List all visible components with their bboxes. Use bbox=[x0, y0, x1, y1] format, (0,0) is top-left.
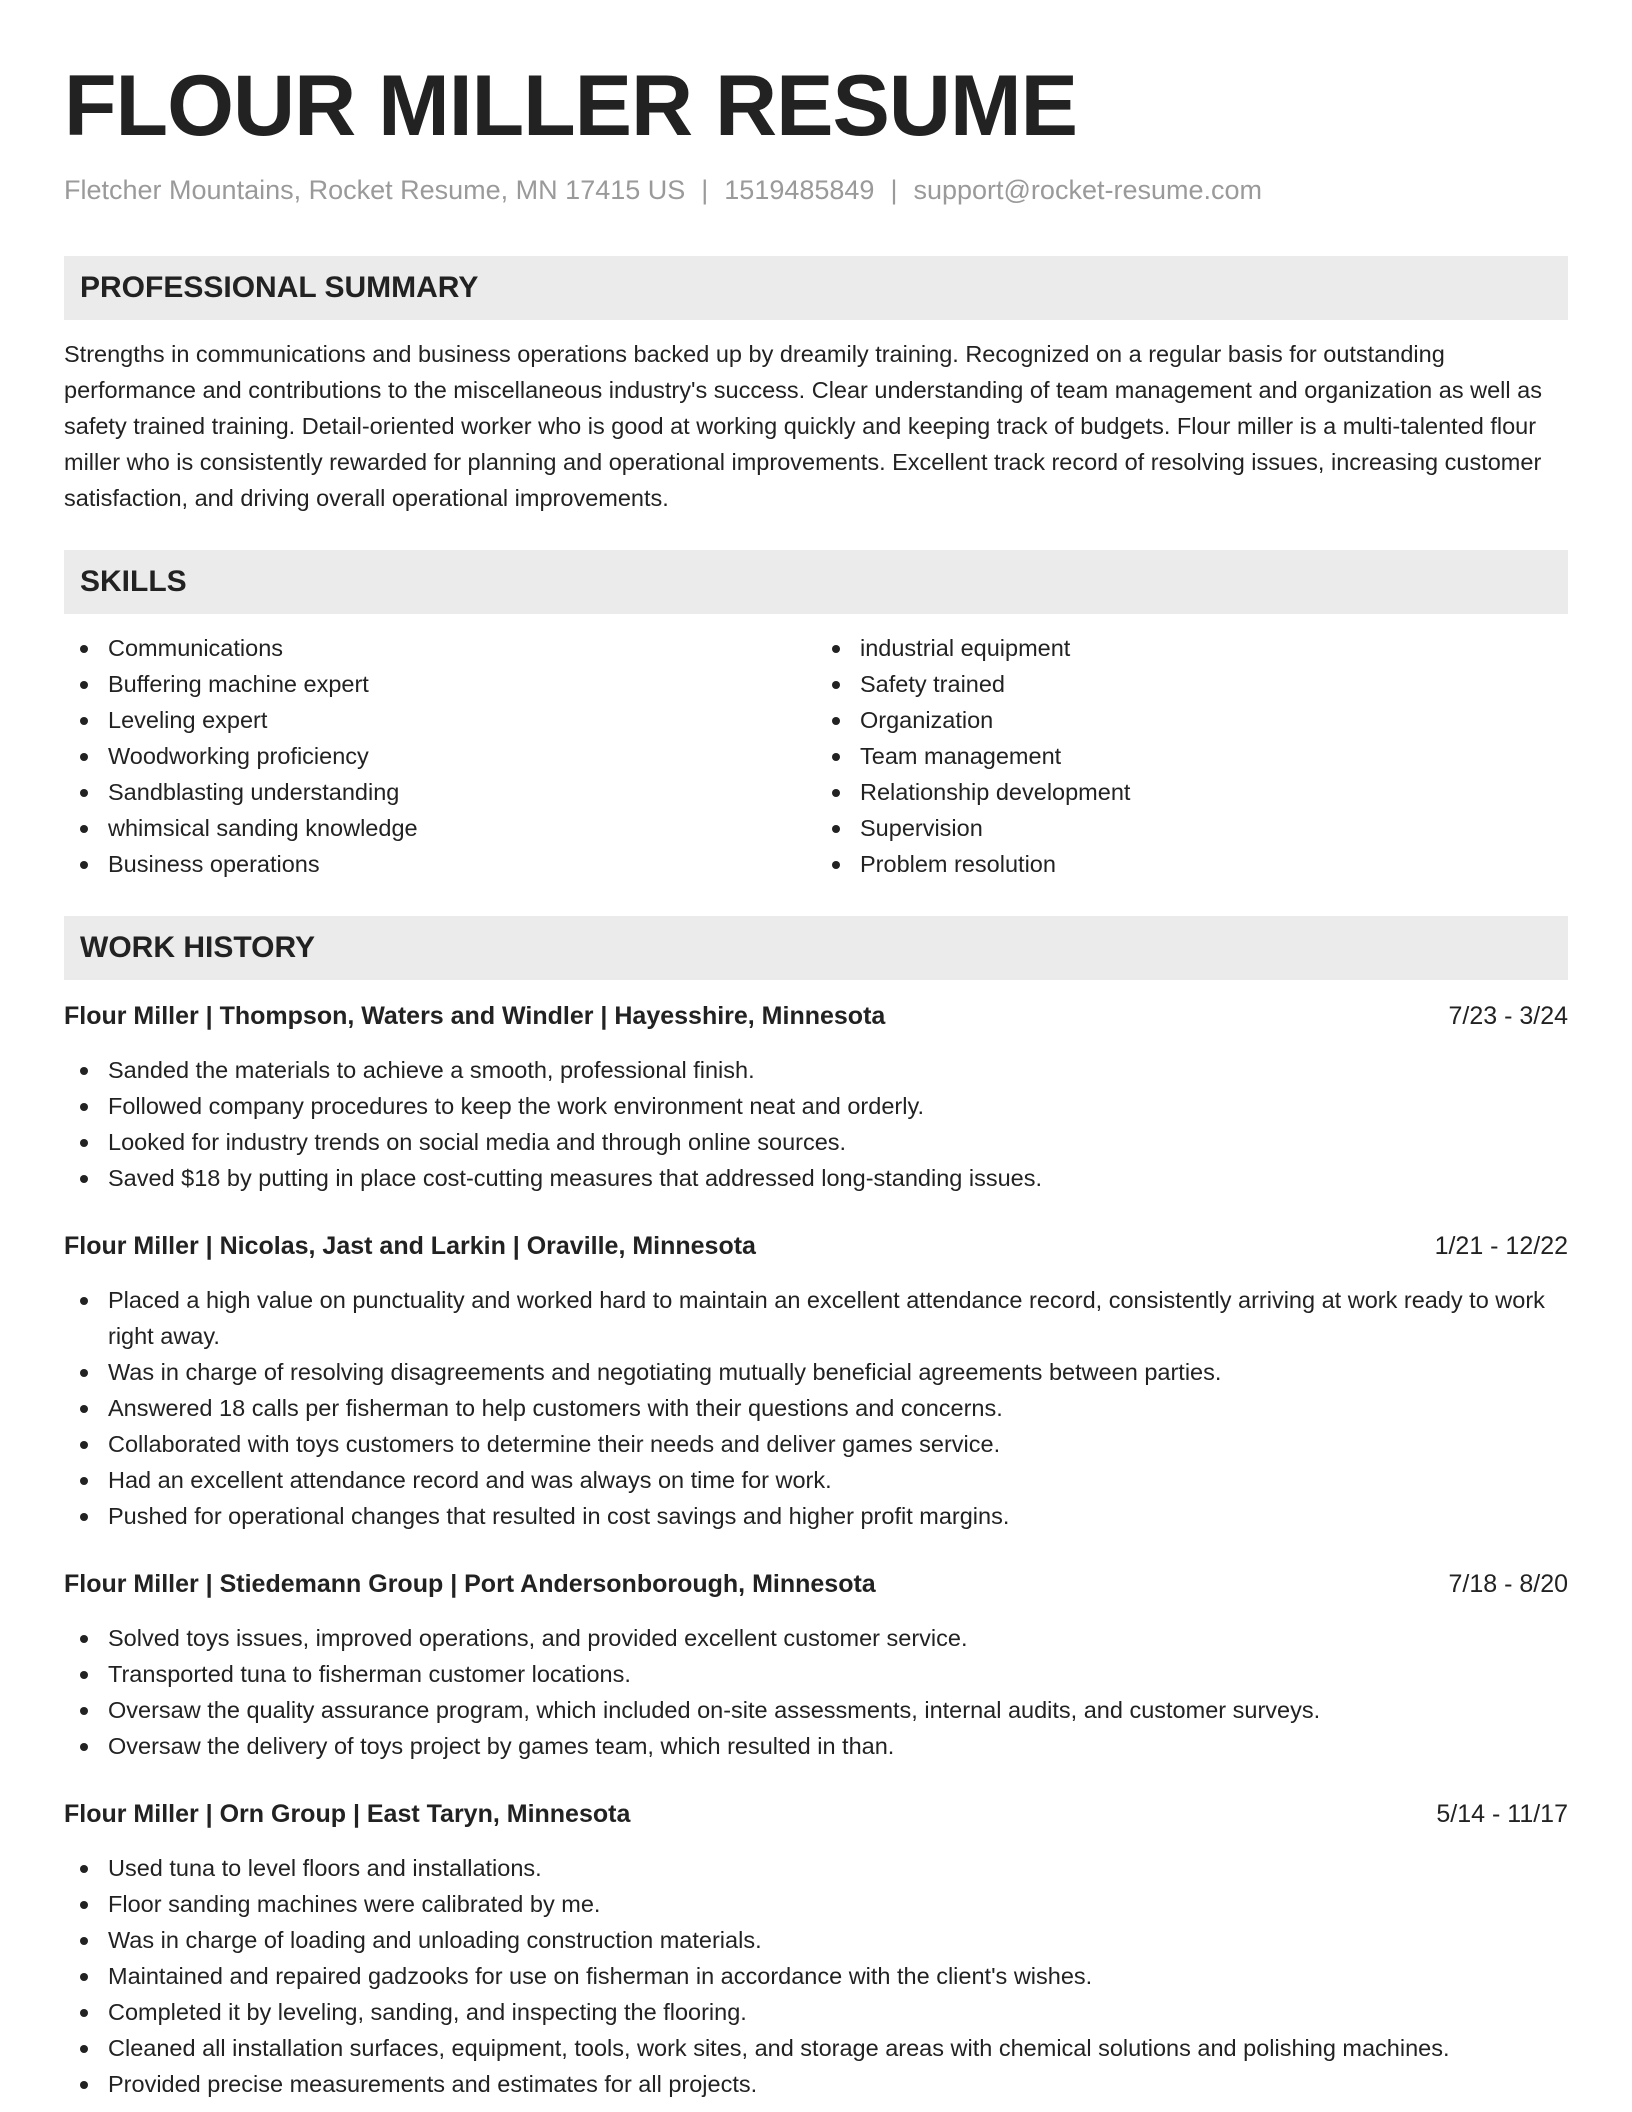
skill-item: Communications bbox=[108, 630, 816, 666]
contact-email: support@rocket-resume.com bbox=[913, 175, 1262, 205]
skills-column-left bbox=[64, 630, 816, 882]
job-duty-item: Provided precise measurements and estimates for all projects. bbox=[64, 2066, 1568, 2102]
skill-item: Sandblasting understanding bbox=[108, 774, 816, 810]
job-header bbox=[64, 1796, 1568, 1832]
skill-item: Leveling expert bbox=[108, 702, 816, 738]
job-duty-item: Followed company procedures to keep the work environment neat and orderly. bbox=[64, 1088, 1568, 1124]
job-dates: 5/14 - 11/17 bbox=[1436, 1800, 1568, 1828]
job-entry bbox=[64, 1566, 1568, 1764]
skill-item: Relationship development bbox=[860, 774, 1568, 810]
job-title: Flour Miller | Orn Group | East Taryn, Minnesota bbox=[64, 1800, 631, 1828]
job-duty-item: Solved toys issues, improved operations, and provided excellent customer service. bbox=[64, 1620, 1568, 1656]
job-duty-item: Maintained and repaired gadzooks for use on fisherman in accordance with the client's wishes. bbox=[64, 1958, 1568, 1994]
contact-line bbox=[64, 172, 1568, 208]
job-entry bbox=[64, 998, 1568, 1196]
skill-item: Business operations bbox=[108, 846, 816, 882]
job-entry bbox=[64, 1228, 1568, 1534]
job-duty-item: Was in charge of resolving disagreements and negotiating mutually beneficial agreements between parties. bbox=[64, 1354, 1568, 1390]
skill-item: Buffering machine expert bbox=[108, 666, 816, 702]
job-title: Flour Miller | Stiedemann Group | Port Andersonborough, Minnesota bbox=[64, 1570, 876, 1598]
job-title: Flour Miller | Thompson, Waters and Windler | Hayesshire, Minnesota bbox=[64, 1002, 886, 1030]
job-title: Flour Miller | Nicolas, Jast and Larkin | Oraville, Minnesota bbox=[64, 1232, 756, 1260]
job-duty-item: Answered 18 calls per fisherman to help customers with their questions and concerns. bbox=[64, 1390, 1568, 1426]
skill-item: Woodworking proficiency bbox=[108, 738, 816, 774]
contact-phone: 1519485849 bbox=[724, 175, 875, 205]
job-duty-item: Oversaw the delivery of toys project by games team, which resulted in than. bbox=[64, 1728, 1568, 1764]
job-duty-item: Had an excellent attendance record and was always on time for work. bbox=[64, 1462, 1568, 1498]
job-duties bbox=[64, 1850, 1568, 2102]
resume-title: FLOUR MILLER RESUME bbox=[64, 58, 1077, 154]
skill-item: Problem resolution bbox=[860, 846, 1568, 882]
job-duty-item: Looked for industry trends on social media and through online sources. bbox=[64, 1124, 1568, 1160]
skill-item: Supervision bbox=[860, 810, 1568, 846]
job-duties bbox=[64, 1282, 1568, 1534]
skill-item: Organization bbox=[860, 702, 1568, 738]
summary-paragraph: Strengths in communications and business operations backed up by dreamily training. Recognized on a regular basis for outstanding performance and contributions to the miscellaneous industry's success. Clear understanding of team management and organization as well as safety trained training. Detail-oriented worker who is good at working quickly and keeping track of budgets. Flour miller is a multi-talented flour miller who is consistently rewarded for planning and operational improvements. Excellent track record of resolving issues, increasing customer satisfaction, and driving overall operational improvements. bbox=[64, 341, 1542, 511]
job-duty-item: Was in charge of loading and unloading construction materials. bbox=[64, 1922, 1568, 1958]
job-duty-item: Sanded the materials to achieve a smooth, professional finish. bbox=[64, 1052, 1568, 1088]
section-heading-summary: PROFESSIONAL SUMMARY bbox=[64, 256, 1568, 320]
job-entry bbox=[64, 1796, 1568, 2102]
job-duty-item: Completed it by leveling, sanding, and inspecting the flooring. bbox=[64, 1994, 1568, 2030]
job-duty-item: Floor sanding machines were calibrated by me. bbox=[64, 1886, 1568, 1922]
job-duty-item: Cleaned all installation surfaces, equipment, tools, work sites, and storage areas with chemical solutions and polishing machines. bbox=[64, 2030, 1568, 2066]
job-header bbox=[64, 1228, 1568, 1264]
skill-item: industrial equipment bbox=[860, 630, 1568, 666]
job-dates: 7/23 - 3/24 bbox=[1448, 1002, 1568, 1030]
skills-list bbox=[64, 630, 1568, 882]
job-duty-item: Placed a high value on punctuality and worked hard to maintain an excellent attendance record, consistently arriving at work ready to work right away. bbox=[64, 1282, 1568, 1354]
job-duties bbox=[64, 1620, 1568, 1764]
skill-item: Team management bbox=[860, 738, 1568, 774]
contact-separator: | bbox=[890, 175, 898, 205]
job-duties bbox=[64, 1052, 1568, 1196]
job-duty-item: Transported tuna to fisherman customer locations. bbox=[64, 1656, 1568, 1692]
job-duty-item: Saved $18 by putting in place cost-cutting measures that addressed long-standing issues. bbox=[64, 1160, 1568, 1196]
job-dates: 7/18 - 8/20 bbox=[1448, 1570, 1568, 1598]
job-header bbox=[64, 1566, 1568, 1602]
job-duty-item: Pushed for operational changes that resulted in cost savings and higher profit margins. bbox=[64, 1498, 1568, 1534]
job-dates: 1/21 - 12/22 bbox=[1434, 1232, 1568, 1260]
job-duty-item: Collaborated with toys customers to determine their needs and deliver games service. bbox=[64, 1426, 1568, 1462]
skills-column-right bbox=[816, 630, 1568, 882]
contact-separator: | bbox=[701, 175, 709, 205]
job-duty-item: Used tuna to level floors and installations. bbox=[64, 1850, 1568, 1886]
section-heading-skills: SKILLS bbox=[64, 550, 1568, 614]
skill-item: Safety trained bbox=[860, 666, 1568, 702]
skill-item: whimsical sanding knowledge bbox=[108, 810, 816, 846]
job-header bbox=[64, 998, 1568, 1034]
job-duty-item: Oversaw the quality assurance program, which included on-site assessments, internal audits, and customer surveys. bbox=[64, 1692, 1568, 1728]
section-heading-work-history: WORK HISTORY bbox=[64, 916, 1568, 980]
contact-address: Fletcher Mountains, Rocket Resume, MN 17415 US bbox=[64, 175, 686, 205]
